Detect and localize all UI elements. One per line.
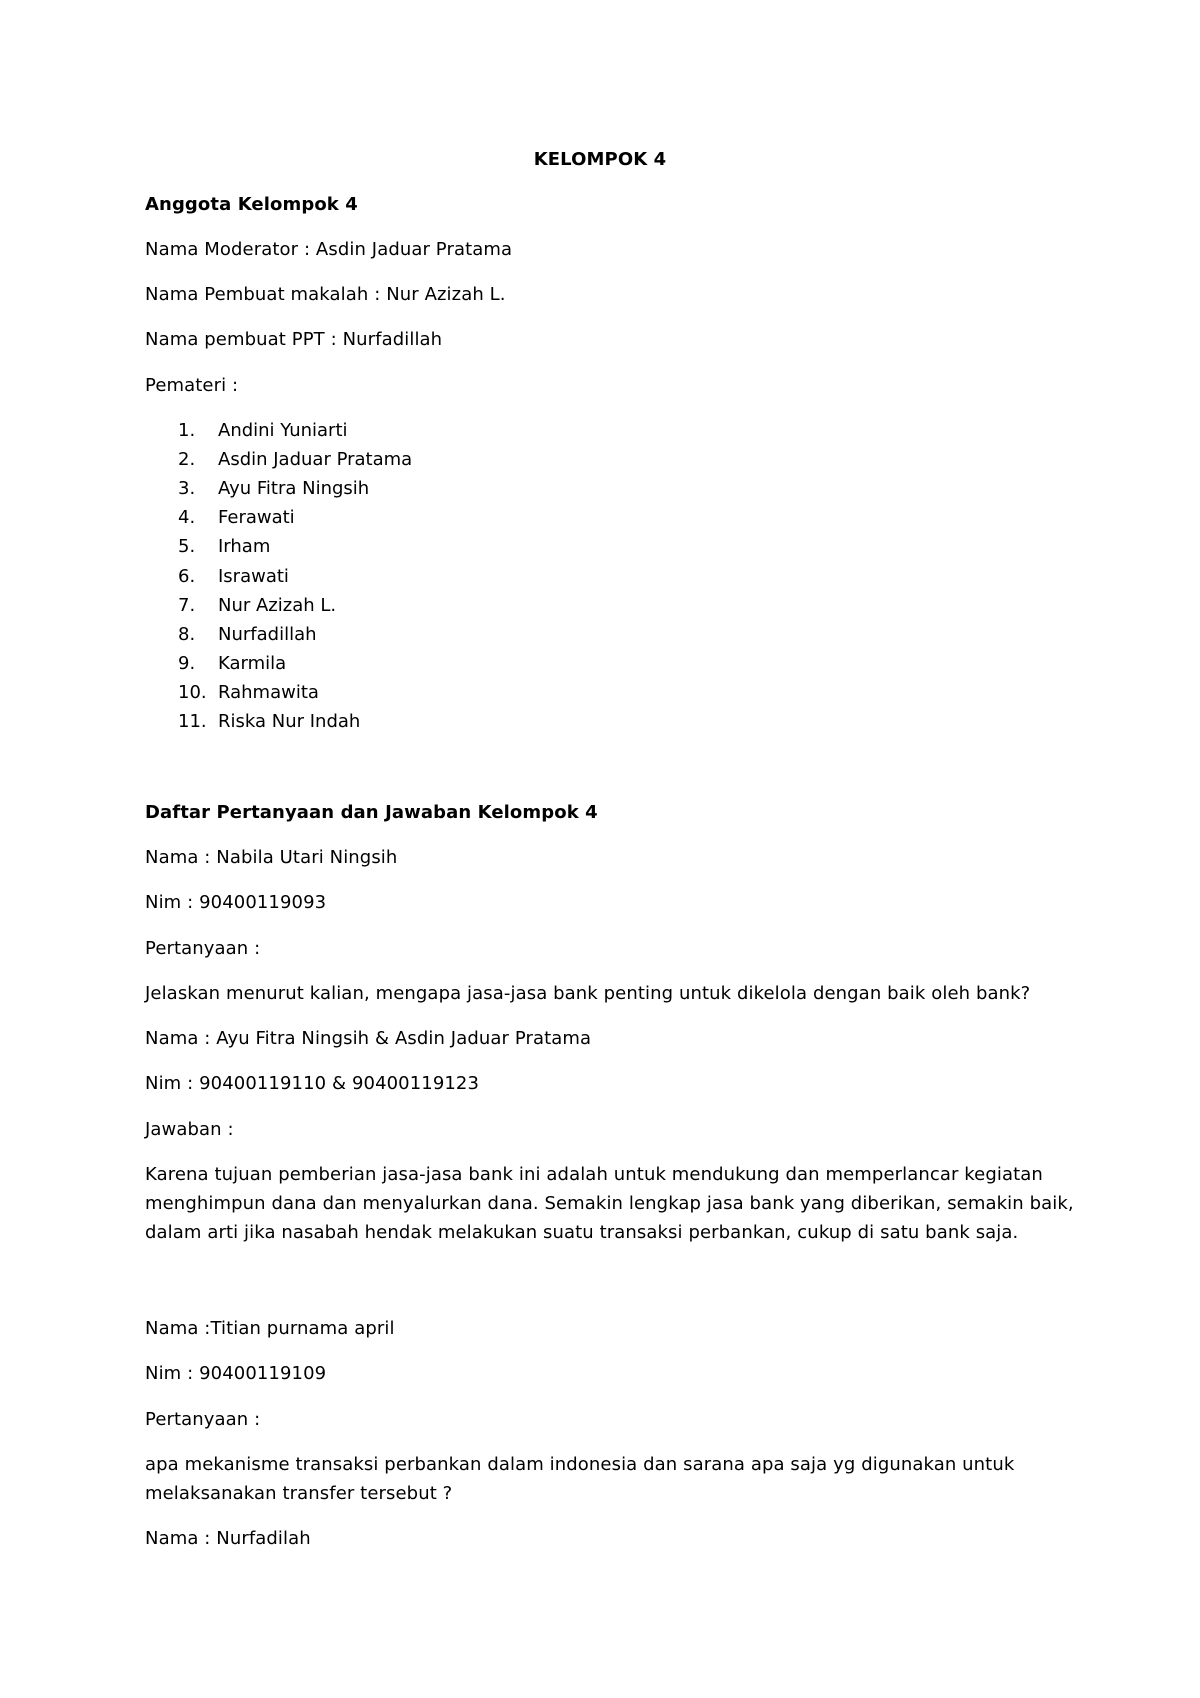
list-item xyxy=(178,623,317,647)
presenter-name: Asdin Jaduar Pratama xyxy=(218,449,413,470)
qa2-question-label: Pertanyaan : xyxy=(145,1409,261,1430)
presenter-name: Ayu Fitra Ningsih xyxy=(218,478,370,499)
presenter-name: Ferawati xyxy=(218,507,295,528)
presenter-name: Karmila xyxy=(218,653,287,674)
qa2-question-line: apa mekanisme transaksi perbankan dalam indonesia dan sarana apa saja yg digunakan untuk xyxy=(145,1454,1015,1475)
paper-author-line: Nama Pembuat makalah : Nur Azizah L. xyxy=(145,284,506,305)
document-title: KELOMPOK 4 xyxy=(533,149,667,170)
list-number: 8. xyxy=(178,624,196,645)
presenter-name: Riska Nur Indah xyxy=(218,711,361,732)
list-number: 9. xyxy=(178,653,196,674)
qa1-answer-label: Jawaban : xyxy=(145,1119,234,1140)
qa1-answer-line: menghimpun dana dan menyalurkan dana. Semakin lengkap jasa bank yang diberikan, semakin baik, xyxy=(145,1193,1074,1214)
qa1-question-label: Pertanyaan : xyxy=(145,938,261,959)
presenter-name: Rahmawita xyxy=(218,682,319,703)
list-item xyxy=(178,477,369,501)
list-item xyxy=(178,652,286,676)
qa2-answerer-name: Nama : Nurfadilah xyxy=(145,1528,311,1549)
list-item xyxy=(178,565,289,589)
list-number: 1. xyxy=(178,420,196,441)
list-item xyxy=(178,535,270,559)
qa1-asker-nim: Nim : 90400119093 xyxy=(145,892,327,913)
list-item xyxy=(178,594,336,618)
list-number: 11. xyxy=(178,711,207,732)
list-item xyxy=(178,506,295,530)
list-item xyxy=(178,448,412,472)
presenter-name: Irham xyxy=(218,536,271,557)
list-number: 5. xyxy=(178,536,196,557)
list-number: 7. xyxy=(178,595,196,616)
ppt-author-line: Nama pembuat PPT : Nurfadillah xyxy=(145,329,443,350)
qa2-question-line: melaksanakan transfer tersebut ? xyxy=(145,1483,453,1504)
qa1-asker-name: Nama : Nabila Utari Ningsih xyxy=(145,847,398,868)
qa1-question: Jelaskan menurut kalian, mengapa jasa-jasa bank penting untuk dikelola dengan baik oleh bank? xyxy=(145,983,1031,1004)
moderator-line: Nama Moderator : Asdin Jaduar Pratama xyxy=(145,239,513,260)
list-item xyxy=(178,681,319,705)
qa2-asker-nim: Nim : 90400119109 xyxy=(145,1363,327,1384)
qa1-answer-line: dalam arti jika nasabah hendak melakukan suatu transaksi perbankan, cukup di satu bank saja. xyxy=(145,1222,1019,1243)
list-number: 6. xyxy=(178,566,196,587)
presenter-name: Nurfadillah xyxy=(218,624,317,645)
qa1-answerer-nim: Nim : 90400119110 & 90400119123 xyxy=(145,1073,480,1094)
list-item xyxy=(178,419,348,443)
presenter-name: Israwati xyxy=(218,566,289,587)
presenter-name: Nur Azizah L. xyxy=(218,595,337,616)
qa1-answer-line: Karena tujuan pemberian jasa-jasa bank ini adalah untuk mendukung dan memperlancar kegiatan xyxy=(145,1164,1043,1185)
list-number: 2. xyxy=(178,449,196,470)
list-number: 10. xyxy=(178,682,207,703)
qa-heading: Daftar Pertanyaan dan Jawaban Kelompok 4 xyxy=(145,802,598,823)
members-heading: Anggota Kelompok 4 xyxy=(145,194,358,215)
presenter-name: Andini Yuniarti xyxy=(218,420,348,441)
presenters-label: Pemateri : xyxy=(145,375,239,396)
list-number: 3. xyxy=(178,478,196,499)
list-number: 4. xyxy=(178,507,196,528)
qa2-asker-name: Nama :Titian purnama april xyxy=(145,1318,395,1339)
list-item xyxy=(178,710,360,734)
qa1-answerer-name: Nama : Ayu Fitra Ningsih & Asdin Jaduar Pratama xyxy=(145,1028,592,1049)
